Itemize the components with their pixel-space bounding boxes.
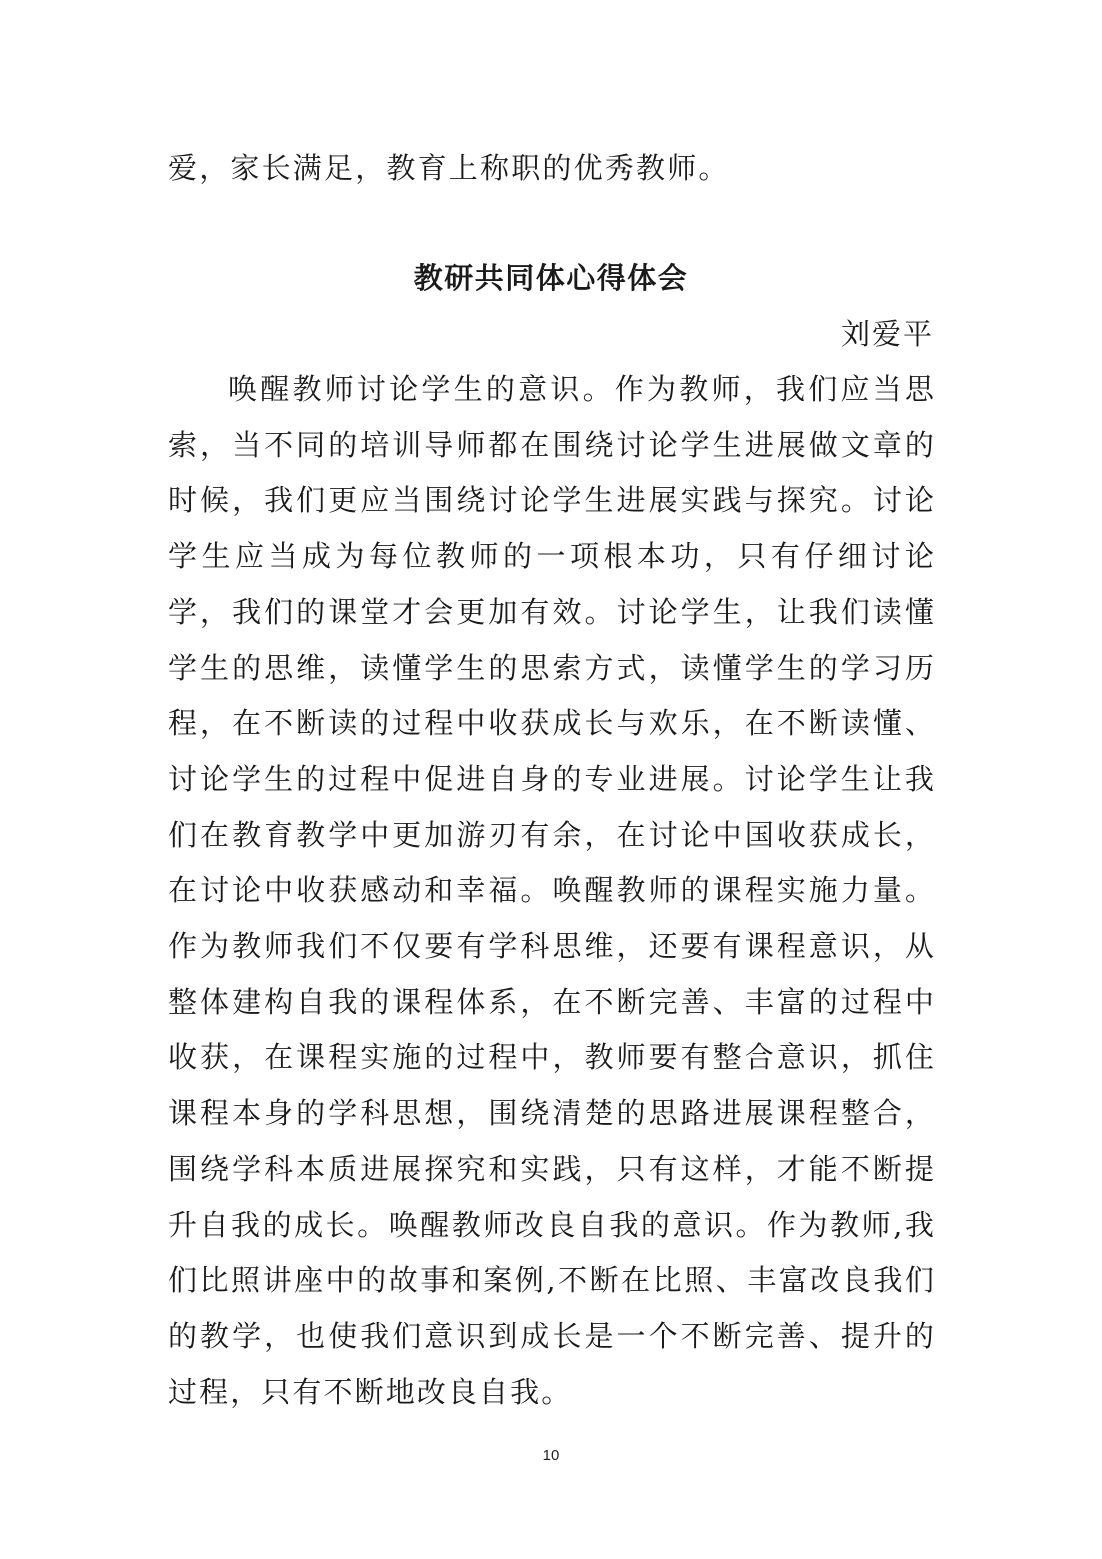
article-title: 教研共同体心得体会: [413, 261, 689, 295]
page-number: 10: [542, 1447, 560, 1464]
article-body-paragraph: 唤醒教师讨论学生的意识。作为教师，我们应当思索，当不同的培训导师都在围绕讨论学生进展做文章的时候，我们更应当围绕讨论学生进展实践与探究。讨论学生应当成为每位教师的一项根本功，只有仔细讨论学，我们的课堂才会更加有效。讨论学生，让我们读懂学生的思维，读懂学生的思索方式，读懂学生的学习历程，在不断读的过程中收获成长与欢乐，在不断读懂、讨论学生的过程中促进自身的专业进展。讨论学生让我们在教育教学中更加游刃有余，在讨论中国收获成长，在讨论中收获感动和幸福。唤醒教师的课程实施力量。作为教师我们不仅要有学科思维，还要有课程意识，从整体建构自我的课程体系，在不断完善、丰富的过程中收获，在课程实施的过程中，教师要有整合意识，抓住课程本身的学科思想，围绕清楚的思路进展课程整合，围绕学科本质进展探究和实践，只有这样，才能不断提升自我的成长。唤醒教师改良自我的意识。作为教师,我们比照讲座中的故事和案例,不断在比照、丰富改良我们的教学，也使我们意识到成长是一个不断完善、提升的过程，只有不断地改良自我。: [168, 372, 936, 1409]
previous-article-closing-line: 爱，家长满足，教育上称职的优秀教师。: [168, 151, 730, 185]
article-author: 刘爱平: [840, 317, 934, 351]
